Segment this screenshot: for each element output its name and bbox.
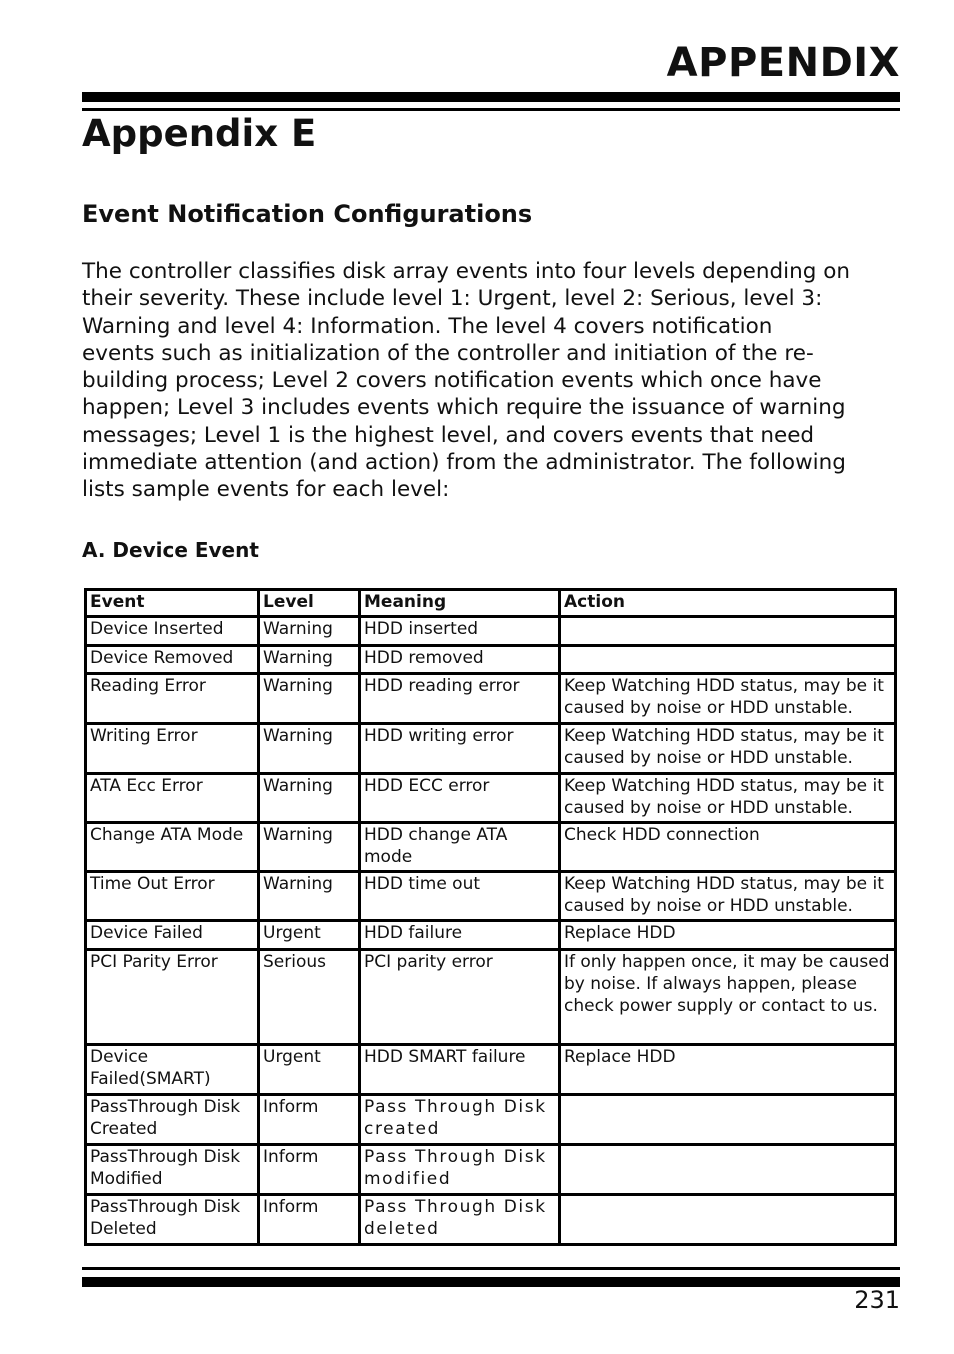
meaning-cell: HDD SMART failure (360, 1045, 560, 1095)
table-row (86, 724, 896, 774)
table-row (86, 1095, 896, 1145)
level-cell: Warning (259, 646, 360, 674)
table-header-row (86, 590, 896, 617)
level-cell: Warning (259, 674, 360, 724)
action-cell (560, 1195, 896, 1245)
event-cell: PassThrough Disk Created (86, 1095, 259, 1145)
meaning-cell: Pass Through Disk deleted (360, 1195, 560, 1245)
intro-line: immediate attention (and action) from the administrator. The following (82, 450, 846, 476)
device-event-table (84, 588, 897, 1246)
meaning-cell: HDD ECC error (360, 774, 560, 823)
meaning-cell: Pass Through Disk created (360, 1095, 560, 1145)
intro-line: building process; Level 2 covers notification events which once have (82, 368, 822, 394)
level-cell: Urgent (259, 921, 360, 950)
action-cell: Keep Watching HDD status, may be it caused by noise or HDD unstable. (560, 674, 896, 724)
table-row (86, 774, 896, 823)
table-row (86, 674, 896, 724)
table-row (86, 1195, 896, 1245)
event-cell: PCI Parity Error (86, 950, 259, 1045)
column-header-event: Event (86, 590, 259, 617)
event-cell: Writing Error (86, 724, 259, 774)
header-rule-thick (82, 92, 900, 102)
running-header: APPENDIX (666, 40, 900, 86)
meaning-cell: PCI parity error (360, 950, 560, 1045)
level-cell: Urgent (259, 1045, 360, 1095)
meaning-cell: HDD writing error (360, 724, 560, 774)
level-cell: Inform (259, 1145, 360, 1195)
level-cell: Serious (259, 950, 360, 1045)
event-cell: Time Out Error (86, 872, 259, 921)
level-cell: Warning (259, 823, 360, 872)
action-cell: Keep Watching HDD status, may be it caused by noise or HDD unstable. (560, 774, 896, 823)
level-cell: Warning (259, 774, 360, 823)
event-cell: Device Failed (86, 921, 259, 950)
intro-line: their severity. These include level 1: Urgent, level 2: Serious, level 3: (82, 286, 823, 312)
meaning-cell: Pass Through Disk modified (360, 1145, 560, 1195)
meaning-cell: HDD reading error (360, 674, 560, 724)
event-cell: Change ATA Mode (86, 823, 259, 872)
action-cell: Replace HDD (560, 921, 896, 950)
section-heading: Event Notification Configurations (82, 200, 533, 228)
table-row (86, 823, 896, 872)
table-row (86, 872, 896, 921)
table-row (86, 921, 896, 950)
event-cell: Device Failed(SMART) (86, 1045, 259, 1095)
meaning-cell: HDD change ATA mode (360, 823, 560, 872)
event-cell: Device Inserted (86, 617, 259, 646)
event-cell: PassThrough Disk Modified (86, 1145, 259, 1195)
footer-rule-thin (82, 1267, 900, 1270)
event-cell: ATA Ecc Error (86, 774, 259, 823)
intro-line: Warning and level 4: Information. The level 4 covers notification (82, 313, 773, 339)
action-cell: Replace HDD (560, 1045, 896, 1095)
action-cell (560, 1145, 896, 1195)
action-cell: If only happen once, it may be caused by noise. If always happen, please check power supply or contact to us. (560, 950, 896, 1045)
event-cell: PassThrough Disk Deleted (86, 1195, 259, 1245)
event-cell: Device Removed (86, 646, 259, 674)
level-cell: Inform (259, 1195, 360, 1245)
intro-line: lists sample events for each level: (82, 477, 450, 503)
intro-line: events such as initialization of the controller and initiation of the re- (82, 340, 814, 366)
meaning-cell: HDD inserted (360, 617, 560, 646)
action-cell: Keep Watching HDD status, may be it caused by noise or HDD unstable. (560, 724, 896, 774)
action-cell (560, 617, 896, 646)
header-rule-thin (82, 108, 900, 111)
table-row (86, 646, 896, 674)
table-row (86, 617, 896, 646)
intro-paragraph (82, 258, 900, 504)
meaning-cell: HDD failure (360, 921, 560, 950)
action-cell: Check HDD connection (560, 823, 896, 872)
action-cell (560, 1095, 896, 1145)
level-cell: Warning (259, 724, 360, 774)
subsection-heading: A. Device Event (82, 538, 259, 562)
column-header-meaning: Meaning (360, 590, 560, 617)
level-cell: Inform (259, 1095, 360, 1145)
intro-line: happen; Level 3 includes events which require the issuance of warning (82, 395, 846, 421)
action-cell: Keep Watching HDD status, may be it caused by noise or HDD unstable. (560, 872, 896, 921)
table-row (86, 1145, 896, 1195)
level-cell: Warning (259, 617, 360, 646)
page-number: 231 (854, 1286, 900, 1314)
table-row (86, 1045, 896, 1095)
action-cell (560, 646, 896, 674)
column-header-level: Level (259, 590, 360, 617)
event-cell: Reading Error (86, 674, 259, 724)
footer-rule-thick (82, 1277, 900, 1287)
level-cell: Warning (259, 872, 360, 921)
table-row (86, 950, 896, 1045)
column-header-action: Action (560, 590, 896, 617)
page-title: Appendix E (82, 112, 317, 155)
intro-line: messages; Level 1 is the highest level, and covers events that need (82, 422, 815, 448)
intro-line: The controller classifies disk array events into four levels depending on (82, 259, 851, 284)
meaning-cell: HDD removed (360, 646, 560, 674)
meaning-cell: HDD time out (360, 872, 560, 921)
